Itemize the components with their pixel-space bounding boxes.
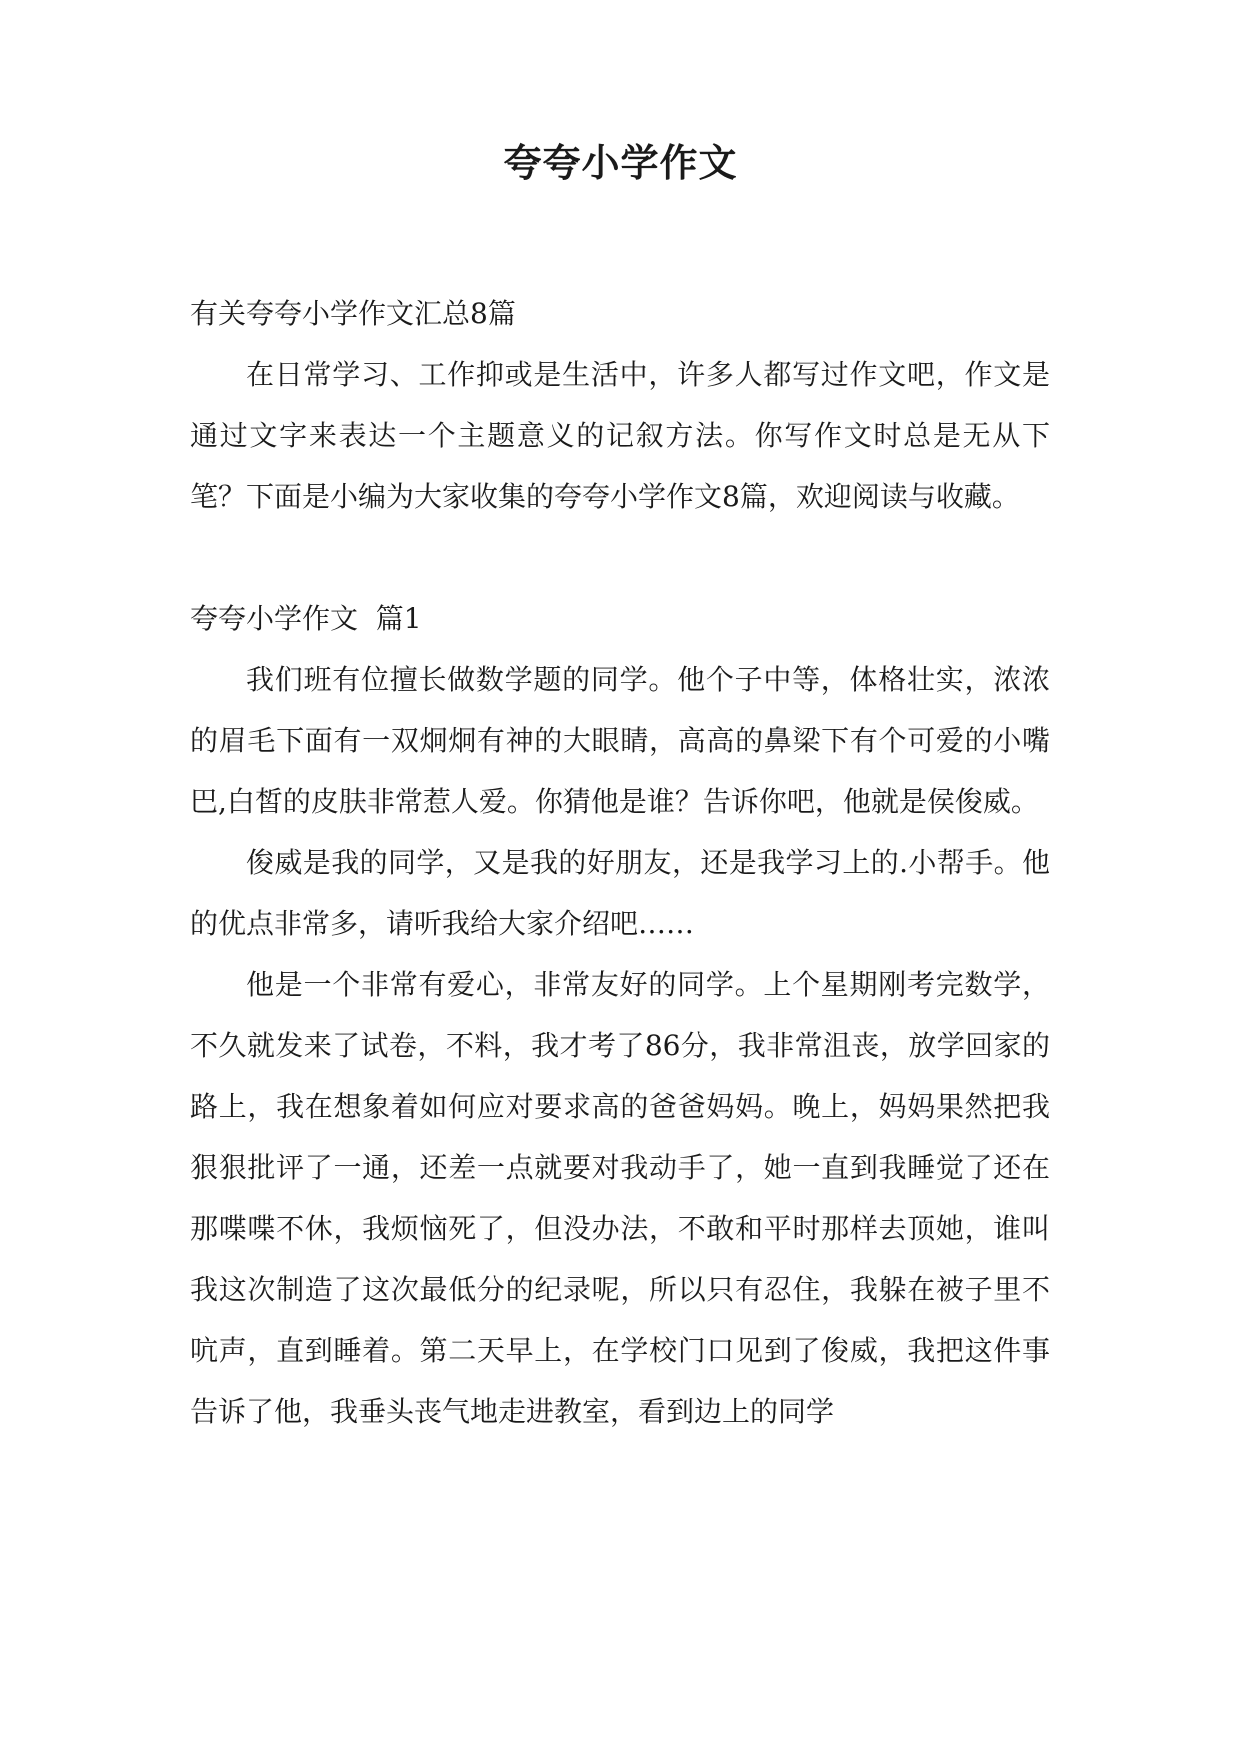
document-body (190, 283, 1050, 1442)
body-paragraph: 我们班有位擅长做数学题的同学。他个子中等，体格壮实，浓浓的眉毛下面有一双炯炯有神的大眼睛，高高的鼻梁下有个可爱的小嘴巴,白皙的皮肤非常惹人爱。你猜他是谁？告诉你吧，他就是侯俊威。 (190, 663, 1050, 818)
document-title: 夸夸小学作文 (503, 140, 738, 185)
section-spacer (190, 527, 1050, 588)
document-subtitle: 有关夸夸小学作文汇总8篇 (190, 297, 516, 330)
section-heading: 夸夸小学作文 篇1 (190, 602, 422, 635)
intro-paragraph: 在日常学习、工作抑或是生活中，许多人都写过作文吧，作文是通过文字来表达一个主题意义的记叙方法。你写作文时总是无从下笔？下面是小编为大家收集的夸夸小学作文8篇，欢迎阅读与收藏。 (190, 358, 1050, 513)
body-paragraph: 他是一个非常有爱心，非常友好的同学。上个星期刚考完数学，不久就发来了试卷，不料，我才考了86分，我非常沮丧，放学回家的路上，我在想象着如何应对要求高的爸爸妈妈。晚上，妈妈果然把我狠狠批评了一通，还差一点就要对我动手了，她一直到我睡觉了还在那喋喋不休，我烦恼死了，但没办法，不敢和平时那样去顶她，谁叫我这次制造了这次最低分的纪录呢，所以只有忍住，我躲在被子里不吭声，直到睡着。第二天早上，在学校门口见到了俊威，我把这件事告诉了他，我垂头丧气地走进教室，看到边上的同学 (190, 968, 1050, 1428)
body-paragraph: 俊威是我的同学，又是我的好朋友，还是我学习上的.小帮手。他的优点非常多，请听我给大家介绍吧…… (190, 846, 1050, 940)
